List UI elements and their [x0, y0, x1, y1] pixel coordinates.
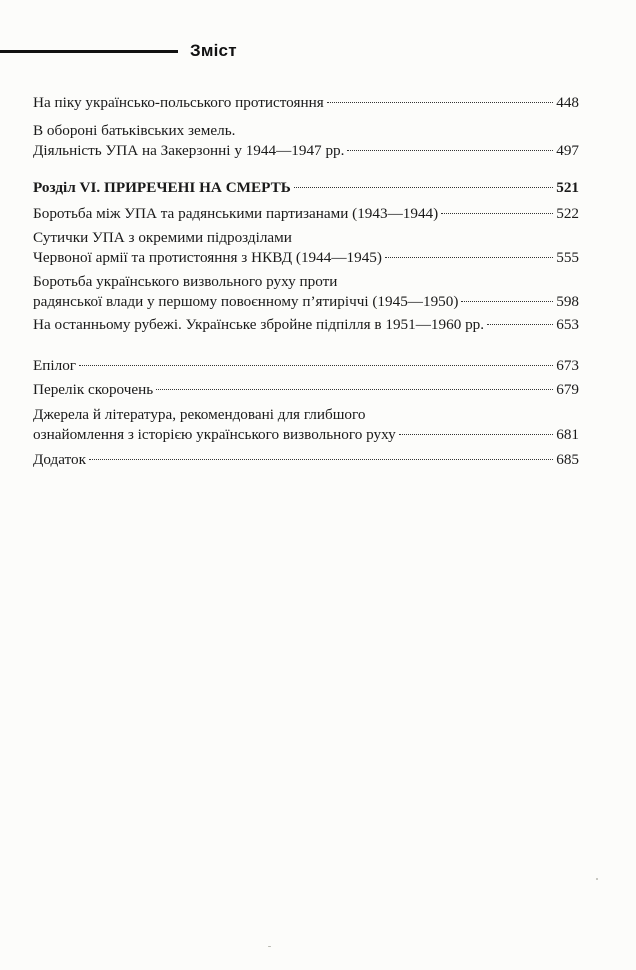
dot-leader [89, 459, 553, 460]
dot-leader [79, 365, 553, 366]
toc-page-number: 673 [556, 357, 579, 374]
toc-page-number: 448 [556, 94, 579, 111]
toc-page-number: 681 [556, 426, 579, 443]
toc-entry [33, 228, 579, 268]
toc-entry-title: Сутички УПА з окремими підрозділами [33, 229, 292, 246]
toc-entry-title: Джерела й література, рекомендовані для глибшого [33, 406, 366, 423]
dot-leader [294, 187, 553, 188]
toc-entry [33, 315, 579, 335]
toc-entry-title: Додаток [33, 451, 86, 468]
toc-entry-title: На останньому рубежі. Українське збройне підпілля в 1951—1960 рр. [33, 316, 485, 333]
toc-page-number: 497 [556, 142, 579, 159]
toc-entry-title: Перелік скорочень [33, 381, 154, 398]
toc-entry-title: На піку українсько-польського протистояння [33, 94, 324, 111]
dot-leader [487, 324, 553, 325]
toc-page-number: 521 [556, 179, 579, 196]
toc-entry [33, 93, 579, 113]
toc-page-number: 555 [556, 249, 579, 266]
dot-leader [156, 389, 553, 390]
toc-entry [33, 121, 579, 161]
header-rule [0, 50, 178, 53]
toc-entry [33, 356, 579, 376]
toc-entry-title: Розділ VI. ПРИРЕЧЕНІ НА СМЕРТЬ [33, 179, 291, 196]
dot-leader [461, 301, 553, 302]
toc-page-number: 522 [556, 205, 579, 222]
dot-leader [347, 150, 553, 151]
toc-entry-title: Боротьба українського визвольного руху проти [33, 273, 338, 290]
dot-leader [399, 434, 554, 435]
dot-leader [441, 213, 553, 214]
toc-entry [33, 450, 579, 470]
toc-entry [33, 405, 579, 445]
toc-entry-title: В обороні батьківських земель. [33, 122, 236, 139]
toc-page-number: 685 [556, 451, 579, 468]
paper-speck [596, 878, 598, 880]
toc-entry [33, 380, 579, 400]
toc-entry-title: Епілог [33, 357, 77, 374]
toc-page-number: 679 [556, 381, 579, 398]
toc-entry-title: радянської влади у першому повоєнному п’ятиріччі (1945—1950) [33, 293, 459, 310]
page-title: Зміст [190, 41, 237, 60]
toc-page-number: 653 [556, 316, 579, 333]
dot-leader [327, 102, 554, 103]
toc-page-number: 598 [556, 293, 579, 310]
toc-entry-title: ознайомлення з історією українського визвольного руху [33, 426, 396, 443]
paper-speck [268, 946, 271, 947]
toc-entry [33, 204, 579, 224]
toc-entry-title: Боротьба між УПА та радянськими партизанами (1943—1944) [33, 205, 439, 222]
toc-entry-title: Діяльність УПА на Закерзонні у 1944—1947 рр. [33, 142, 345, 159]
dot-leader [385, 257, 553, 258]
toc-section-heading [33, 178, 579, 198]
toc-entry [33, 272, 579, 312]
toc-entry-title: Червоної армії та протистояння з НКВД (1944—1945) [33, 249, 382, 266]
